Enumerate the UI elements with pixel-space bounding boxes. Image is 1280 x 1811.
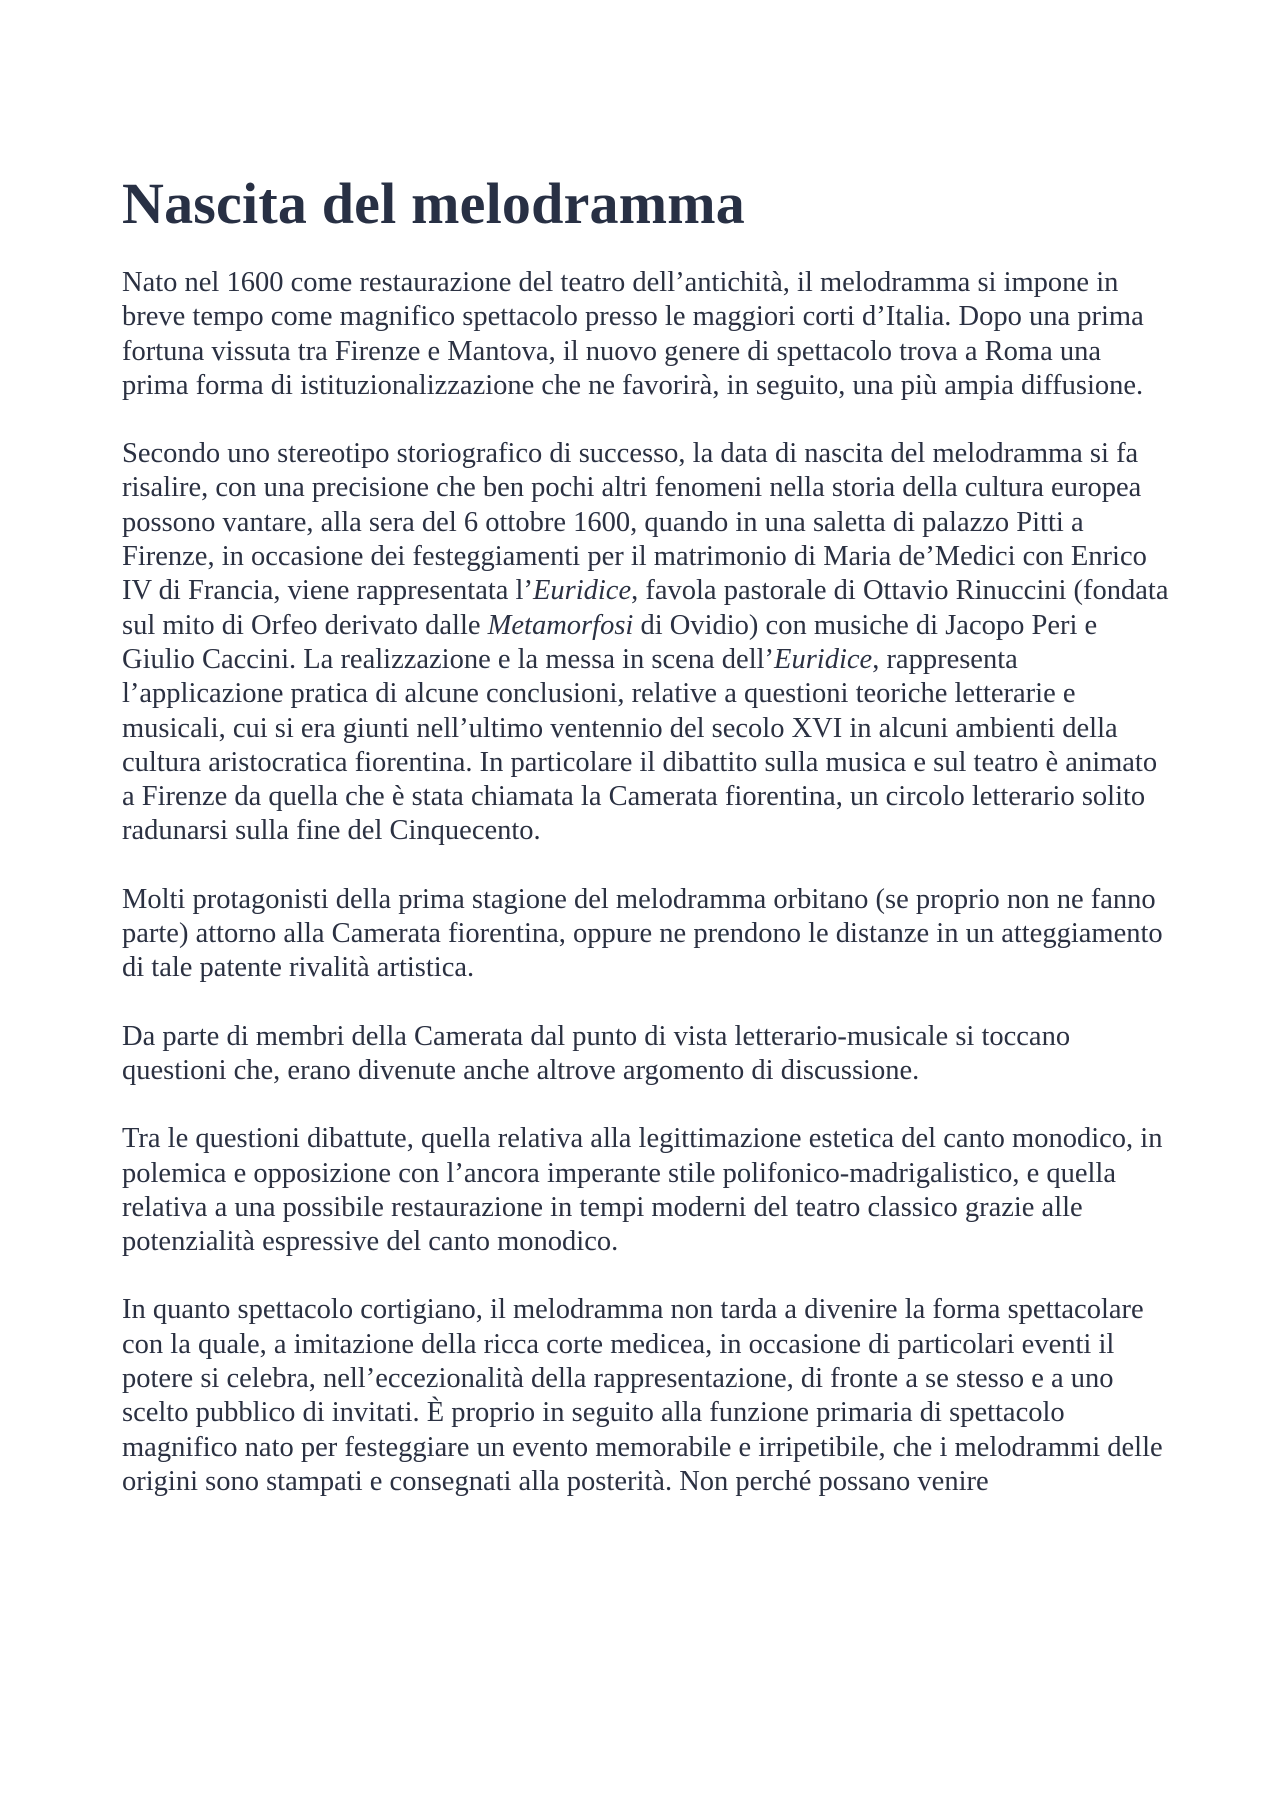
italic-title-text: Metamorfosi	[487, 609, 634, 641]
document-page	[122, 168, 1172, 1533]
paragraph-text: , favola pastorale di Ottavio Rinuccini (fondata sul mito di Orfeo derivato dalle	[122, 575, 1169, 641]
paragraph-text: In quanto spettacolo cortigiano, il melodramma non tarda a divenire la forma spettacolare con la quale, a imitazione della ricca corte medicea, in occasione di particolari eventi il potere si celebra, nell’eccezionalità della rappresentazione, di fronte a se stesso e a uno scelto pubblico di invitati. È proprio in seguito alla funzione primaria di spettacolo magnifico nato per festeggiare un evento memorabile e irripetibile, che i melodrammi delle origini sono stampati e consegnati alla posterità. Non perché possano venire	[122, 1294, 1163, 1497]
paragraph-text: Da parte di membri della Camerata dal punto di vista letterario-musicale si toccano questioni che, erano divenute anche altrove argomento di discussione.	[122, 1020, 1071, 1086]
page-title: Nascita del melodramma	[122, 171, 745, 236]
paragraph-2	[122, 437, 1172, 849]
document-body	[122, 266, 1172, 1499]
paragraph-4	[122, 1020, 1172, 1089]
paragraph-text: Tra le questioni dibattute, quella relativa alla legittimazione estetica del canto monodico, in polemica e opposizione con l’ancora imperante stile polifonico-madrigalistico, e quella relativa a una possibile restaurazione in tempi moderni del teatro classico grazie alle potenzialità espressive del canto monodico.	[122, 1123, 1163, 1258]
italic-title-text: Euridice	[774, 643, 873, 675]
paragraph-5	[122, 1122, 1172, 1259]
paragraph-6	[122, 1293, 1172, 1499]
paragraph-text: , rappresenta l’applicazione pratica di alcune conclusioni, relative a questioni teoriche letterarie e musicali, cui si era giunti nell’ultimo ventennio del secolo XVI in alcuni ambienti della cultura aristocratica fiorentina. In particolare il dibattito sulla musica e sul teatro è animato a Firenze da quella che è stata chiamata la Camerata fiorentina, un circolo letterario solito radunarsi sulla fine del Cinquecento.	[122, 643, 1158, 847]
paragraph-3	[122, 883, 1172, 986]
italic-title-text: Euridice	[532, 575, 632, 607]
paragraph-text: Secondo uno stereotipo storiografico di successo, la data di nascita del melodramma si fa risalire, con una precisione che ben pochi altri fenomeni nella storia della cultura europea possono vantare, alla sera del 6 ottobre 1600, quando in una saletta di palazzo Pitti a Firenze, in occasione dei festeggiamenti per il matrimonio di Maria de’Medici con Enrico IV di Francia, viene rappresentata l’	[122, 438, 1147, 607]
paragraph-text: di Ovidio) con musiche di Jacopo Peri e Giulio Caccini. La realizzazione e la messa in scena dell’	[122, 609, 1098, 675]
paragraph-1	[122, 266, 1172, 403]
paragraph-text: Nato nel 1600 come restaurazione del teatro dell’antichità, il melodramma si impone in breve tempo come magnifico spettacolo presso le maggiori corti d’Italia. Dopo una prima fortuna vissuta tra Firenze e Mantova, il nuovo genere di spettacolo trova a Roma una prima forma di istituzionalizzazione che ne favorirà, in seguito, una più ampia diffusione.	[122, 267, 1144, 401]
paragraph-text: Molti protagonisti della prima stagione del melodramma orbitano (se proprio non ne fanno parte) attorno alla Camerata fiorentina, oppure ne prendono le distanze in un atteggiamento di tale patente rivalità artistica.	[122, 883, 1163, 984]
